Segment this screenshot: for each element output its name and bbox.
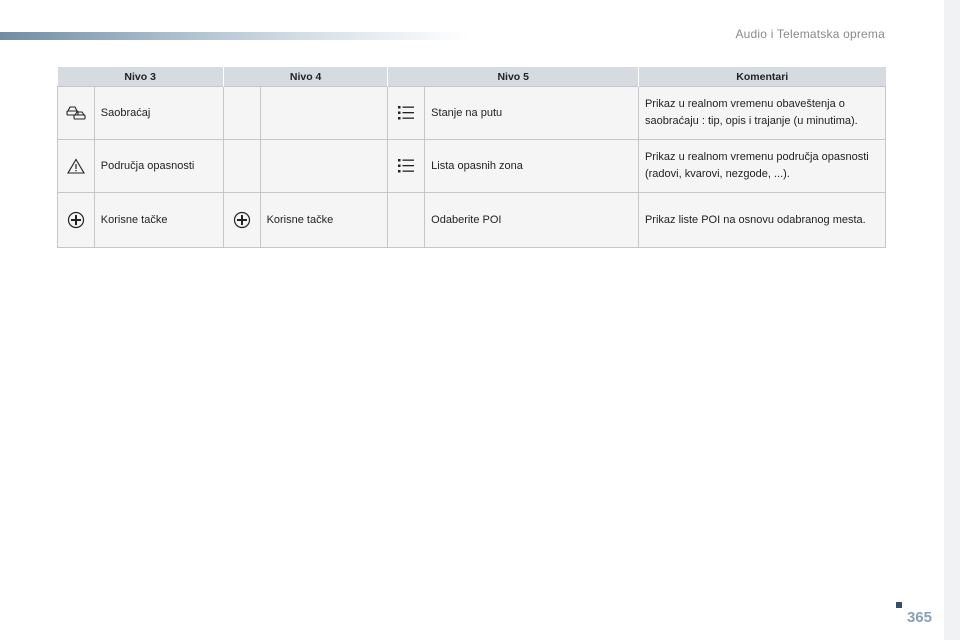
row3-level3-icon-cell — [58, 193, 95, 248]
row3-level4-icon-cell — [223, 193, 260, 248]
row1-level3-label: Saobraćaj — [94, 87, 223, 140]
table-row — [58, 140, 886, 193]
header-gradient-bar — [0, 32, 470, 40]
row2-level4-label — [260, 140, 388, 193]
row1-level4-icon-cell — [223, 87, 260, 140]
table-row — [58, 193, 886, 248]
row1-level5-label: Stanje na putu — [425, 87, 639, 140]
page-number: 365 — [906, 609, 932, 626]
row2-level3-label: Područja opasnosti — [94, 140, 223, 193]
footer-marker — [896, 602, 902, 608]
menu-levels-table — [57, 67, 886, 248]
poi-plus-icon — [67, 211, 85, 229]
row2-comment: Prikaz u realnom vremenu područja opasnosti (radovi, kvarovi, nezgode, ...). — [638, 140, 885, 193]
row1-level3-icon-cell — [58, 87, 95, 140]
row2-level3-icon-cell — [58, 140, 95, 193]
row2-level5-label: Lista opasnih zona — [425, 140, 639, 193]
row1-comment: Prikaz u realnom vremenu obaveštenja o saobraćaju : tip, opis i trajanje (u minutima). — [638, 87, 885, 140]
header-level3: Nivo 3 — [58, 67, 224, 87]
header-level4: Nivo 4 — [223, 67, 388, 87]
row3-level5-icon-cell — [388, 193, 425, 248]
row3-level4-label: Korisne tačke — [260, 193, 388, 248]
list-icon — [397, 158, 415, 174]
row3-level5-label: Odaberite POI — [425, 193, 639, 248]
row3-level3-label: Korisne tačke — [94, 193, 223, 248]
list-icon — [397, 105, 415, 121]
header-level5: Nivo 5 — [388, 67, 639, 87]
row1-level4-label — [260, 87, 388, 140]
header-comments: Komentari — [638, 67, 885, 87]
traffic-icon — [65, 104, 87, 122]
table-row — [58, 87, 886, 140]
row2-level5-icon-cell — [388, 140, 425, 193]
poi-plus-icon — [233, 211, 251, 229]
row3-comment: Prikaz liste POI na osnovu odabranog mesta. — [638, 193, 885, 248]
table-header-row — [58, 67, 886, 87]
page-edge-strip — [944, 0, 960, 640]
section-title: Audio i Telematska oprema — [735, 27, 885, 41]
row1-level5-icon-cell — [388, 87, 425, 140]
warning-icon — [67, 158, 85, 174]
row2-level4-icon-cell — [223, 140, 260, 193]
